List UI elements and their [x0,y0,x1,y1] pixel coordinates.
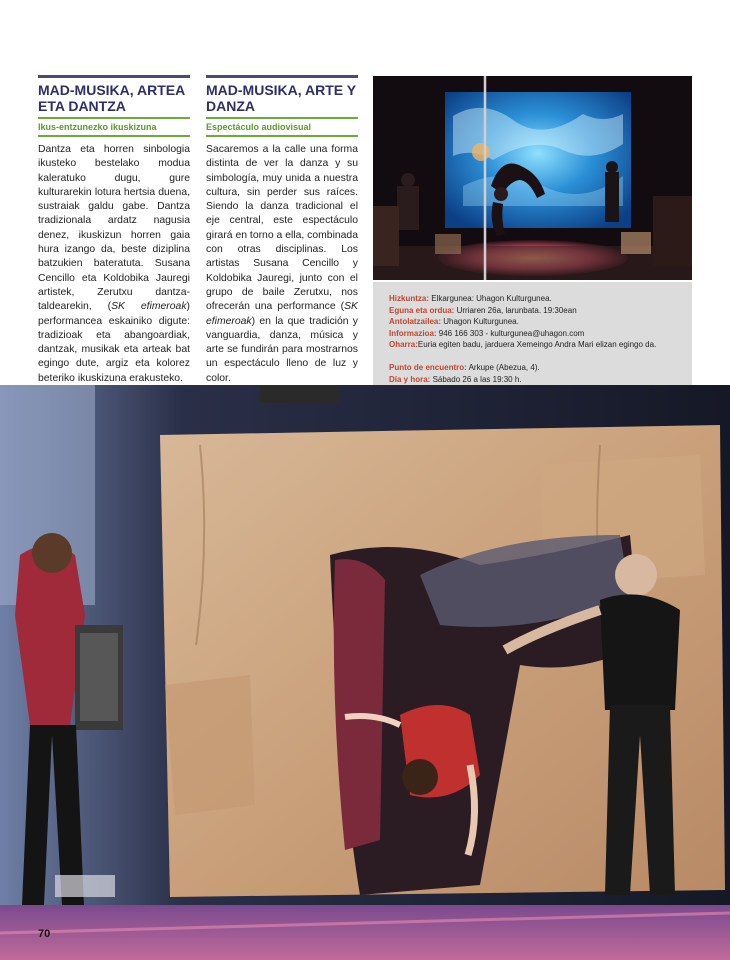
stage-photo-aerial-performer [373,76,692,280]
stage-photo-performance [0,385,730,960]
body-text-part: ) en la que tradición y vanguardia, danza, música y arte se fundirán para mostrarnos un espectáculo lleno de luz y color. [206,315,358,384]
info-line-language [389,293,680,305]
info-line-date-es [389,374,680,386]
info-value: Arkupe (Abezua, 4). [466,362,540,372]
info-label: Oharra: [389,340,418,350]
info-line-meeting-point [389,362,680,374]
info-label: Hizkuntza: [389,294,429,303]
article-title-basque: MAD-MUSIKA, ARTEA ETA DANTZA [38,82,185,114]
body-text-part: Sacaremos a la calle una forma distinta de ver la danza y su simbología, muy unida a nuestra cultura, sin perder sus raíces. Siendo la danza tradicional el eje central, este espectáculo girará en torno a ella, combinada con otras disciplinas. Los artistas Susana Cencillo y Koldobika Jauregi, junto con el grupo de baile Zerutxu, nos ofrecerán una performance ( [206,144,358,313]
info-label: Antolatzailea: [389,317,442,327]
stage-photo-graphic [373,76,692,280]
info-value: Euria egiten badu, jarduera Xemeingo Andra Mari elizan egingo da. [417,340,657,350]
info-line-contact [389,328,680,340]
info-value: 946 166 303 - kulturgunea@uhagon.com [436,328,585,338]
article-body-basque [38,143,190,386]
info-value: Urriaren 26a, larunbata. 19:30ean [454,305,577,315]
article-subtitle-basque: Ikus-entzunezko ikuskizuna [38,122,157,132]
body-text-part: Dantza eta horren sinbologia ikusteko bestelako modua kaleratuko dugu, gure kulturarekin lotura hertsia duena, sustraiak galdu gabe. Dantza tradizionala ardatz nagusia denez, ikuskizun horren gaia hura izango da, beste diziplina batzukien bateratuta. Susana Cencillo eta Koldobika Jauregi artistek, Zerutxu dantza-taldearekin, ( [38,144,190,313]
info-line-organizer [389,316,680,328]
info-value: Sábado 26 a las 19:30 h. [430,374,522,384]
info-label: Día y hora: [389,374,431,384]
stage-photo-graphic [0,385,730,960]
column-top-rule [38,75,190,78]
column-top-rule [206,75,358,78]
body-text-italic: SK efimeroak [111,301,187,313]
subtitle-rule [206,135,358,137]
info-line-note [389,339,680,351]
info-label: Eguna eta ordua: [389,305,455,315]
info-label: Informazioa: [389,328,437,338]
info-spacer [389,351,680,362]
info-value: Uhagon Kulturgunea. [441,317,519,327]
body-text-part: ) performancea eskainiko digute: tradizioak eta abangoardiak, dantzak, musikak eta arteak bat egingo dute, argiz eta kolorez beteriko ikuskizuna erakusteko. [38,301,190,384]
article-title-spanish: MAD-MUSIKA, ARTE Y DANZA [206,82,356,114]
subtitle-rule [38,135,190,137]
body-text-italic: SK efimeroak [206,301,358,327]
info-value: Elkargunea: Uhagon Kulturgunea. [429,294,552,303]
info-line-date [389,305,680,317]
title-rule [38,117,190,119]
title-rule [206,117,358,119]
article-column-basque [38,75,190,386]
info-label: Punto de encuentro: [389,362,467,372]
article-subtitle-spanish: Espectáculo audiovisual [206,122,312,132]
article-column-spanish [206,75,358,386]
page-number: 70 [38,928,51,940]
article-body-spanish [206,143,358,386]
